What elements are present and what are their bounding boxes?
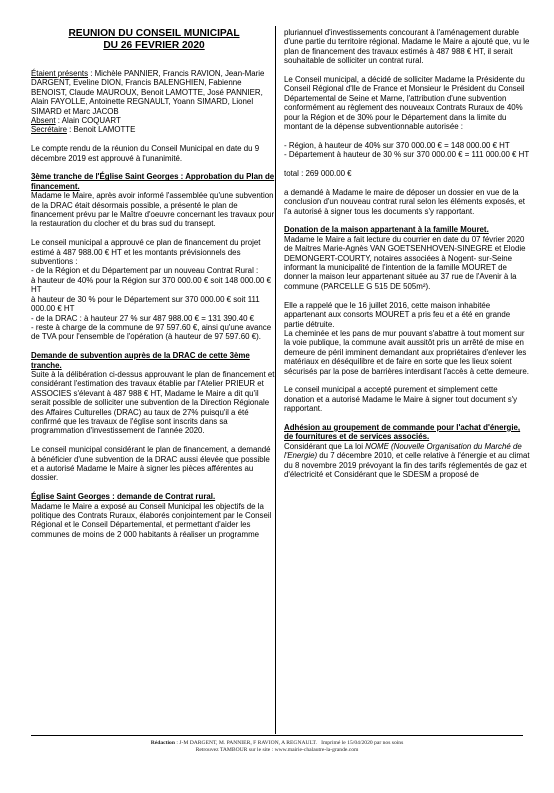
financing-item-1: - de la Région et du Département par un nouveau Contrat Rural : bbox=[31, 266, 259, 276]
absent-label: Absent bbox=[31, 116, 56, 126]
drac-request-decision: Le conseil municipal considérant le plan de financement, a demandé à bénéficier d'une subvention de la DRAC aussi élevée que possible et a autorisé Madame le Maire à signer les pièces afférentes au dossier. bbox=[31, 445, 271, 483]
redaction-text: : J-M DARGENT, M. PANNIER, F RAVION, A REGNAULT. bbox=[174, 740, 317, 746]
left-column bbox=[31, 28, 277, 539]
secretary-label: Secrétaire bbox=[31, 125, 67, 135]
secretary-name: : Benoit LAMOTTE bbox=[66, 125, 136, 135]
rural-contract-decision: Le Conseil municipal, a décidé de solliciter Madame la Présidente du Conseil Régional d'Ile de France et Monsieur le Président du Conseil Départemental de Seine et Marne, l'attribution d'une subvention conformément au règlement des nouveaux Contrats Ruraux de 40% pour la Région et de 30% pour le Département dans la limite du montant de la dépense subventionnable autorisée : bbox=[284, 75, 525, 132]
present-names: : Michèle PANNIER, Francis RAVION, Jean-Marie DARGENT, Eveline DION, Francis BALENGHIEN, Fabienne BENOIST, Claude MAUROUX, Benoit LAMOTTE, José PANNIER, Alain FAYOLLE, Antoinette REGNAULT, Yoann SIMARD, Lionel SIMARD et Marc JACOB bbox=[31, 69, 265, 116]
rural-contract-body: Madame le Maire a exposé au Conseil Municipal les objectifs de la politique des Contrats Ruraux, élaborés conjointement par le Conseil Régional et le Conseil Départemental, et permettant d'aider les communes de moins de 2 000 habitants à réaliser un programme bbox=[31, 501, 272, 539]
mouret-donation-decision: Le conseil municipal a accepté purement et simplement cette donation et a autorisé Madame le Maire à signer tout document s'y rapportant. bbox=[284, 385, 518, 414]
footer-credits bbox=[0, 740, 554, 747]
rural-contract-total: total : 269 000.00 € bbox=[284, 169, 352, 179]
present-label: Étaient présents bbox=[31, 69, 89, 78]
section-title-mouret-donation: Donation de la maison appartenant à la famille Mouret. bbox=[284, 225, 489, 235]
section-title-rural-contract: Église Saint Georges : demande de Contrat rural. bbox=[31, 492, 216, 502]
title-line-1: REUNION DU CONSEIL MUNICIPAL bbox=[68, 28, 240, 39]
financing-item-2: à hauteur de 40% pour la Région sur 370 000.00 € soit 148 000.00 € HT bbox=[31, 275, 271, 295]
redaction-label: Rédaction bbox=[150, 740, 175, 746]
energy-law-name: NOME (Nouvelle Organisation du Marché de l'Energie) bbox=[284, 441, 522, 461]
rural-contract-department: - Département à hauteur de 30 % sur 370 000.00 € = 111 000.00 € HT bbox=[284, 150, 530, 160]
mouret-donation-peril: La cheminée et les pans de mur pouvant s'abattre à tout moment sur la voie publique, la commune avait aussitôt pris un arrêté de mise en demeure de péril imminent demandant aux propriétaires d'enlever les matériaux en déséquilibre et de faire en sorte que les lieux soient sécurisés par la pose de barrières interdisant l'accès à cette demeure. bbox=[284, 328, 529, 376]
attendance bbox=[31, 69, 277, 116]
title-line-2: DU 26 FEVRIER 2020 bbox=[103, 40, 205, 51]
mouret-donation-letter: Madame le Maire a fait lecture du courrier en date du 07 février 2020 de Maitres Marie-Agnès VAN GOETSENHOVEN-SINEGRE et Elodie DEMONGERT-COURTY, notaires associées à Nogent- sur-Seine informant la municipalité de l'intention de la famille MOURET de donner la maison leur appartenant située au 37 rue de l'Avenir à la commune (PARCELLE G 515 DE 505m²). bbox=[284, 234, 526, 291]
energy-text-a: Considérant que La loi bbox=[284, 441, 366, 451]
absent-names: : Alain COQUART bbox=[55, 116, 121, 126]
footer-website: Retrouvez TAMBOUR sur le site : www.mairie-chalautre-la-grande.com bbox=[195, 747, 359, 753]
financing-item-5: - reste à charge de la commune de 97 597.60 €, ainsi qu'une avance de TVA pour l'ensemble de l'opération (à hauteur de 97 597.60 €). bbox=[31, 322, 272, 342]
drac-request-body: Suite à la délibération ci-dessus approuvant le plan de financement et considérant l'estimation des travaux établie par l'Atelier PRIEUR et ASSOCIES s'élevant à 487 988 € HT, Madame le Maire a dit qu'il serait possible de solliciter une subvention de la Direction Régionale des Affaires Culturelles (DRAC) au taux de 27% puisqu'il a été confirmé que les travaux de l'église sont inscrits dans sa programmation d'investissement de l'année 2020. bbox=[31, 369, 275, 436]
footer-rule bbox=[31, 735, 523, 736]
column-divider bbox=[275, 26, 276, 734]
financing-item-4: - de la DRAC : à hauteur 27 % sur 487 988.00 € = 131 390.40 € bbox=[31, 313, 255, 323]
section-title-church-financing: 3ème tranche de l'Église Saint Georges : Approbation du Plan de financement. bbox=[31, 172, 275, 191]
minutes-approval: Le compte rendu de la réunion du Conseil Municipal en date du 9 décembre 2019 est approuvé à l'unanimité. bbox=[31, 144, 260, 163]
energy-text-b: du 7 décembre 2010, et celle relative à l'énergie et au climat du 8 novembre 2019 prévoyant la fin des tarifs réglementés de gaz et d'électricité et Considérant que le SDESM a proposé de bbox=[284, 451, 530, 479]
absent-line bbox=[31, 116, 277, 125]
section-title-energy-group: Adhésion au groupement de commande pour l'achat d'énergie, de fournitures et de services associés. bbox=[284, 422, 521, 442]
church-financing-approval: Le conseil municipal a approuvé ce plan de financement du projet estimé à 487 988.00 € HT et les montants prévisionnels des subventions : bbox=[31, 238, 261, 267]
print-date: Imprimé le 15/04/2020 par nos soins bbox=[321, 740, 404, 746]
energy-group-body bbox=[284, 442, 530, 480]
section-title-drac-request: Demande de subvention auprès de la DRAC de cette 3ème tranche. bbox=[31, 351, 250, 370]
mouret-donation-fire: Elle a rappelé que le 16 juillet 2016, cette maison inhabitée appartenant aux consorts MOURET a pris feu et a été en grande partie détruite. bbox=[284, 300, 511, 329]
church-financing-intro: Madame le Maire, après avoir informé l'assemblée qu'une subvention de la DRAC était désormais possible, a présenté le plan de financement prévu par le Maître d'oeuvre concernant les travaux pour la restauration du clocher et du bras sud du transept. bbox=[31, 191, 275, 229]
right-column bbox=[284, 28, 530, 479]
secretary-line bbox=[31, 125, 277, 134]
financing-item-3: à hauteur de 30 % pour le Département sur 370 000.00 € soit 111 000.00 € HT bbox=[31, 294, 260, 314]
rural-contract-region: - Région, à hauteur de 40% sur 370 000.00 € = 148 000.00 € HT bbox=[284, 140, 510, 150]
rural-contract-authorization: a demandé à Madame le maire de déposer un dossier en vue de la conclusion d'un nouveau contrat rural selon les éléments exposés, et l'a autorisé à signer tous les documents s'y rapportant. bbox=[284, 187, 525, 216]
rural-contract-continued: pluriannuel d'investissements concourant à l'aménagement durable d'une partie du territoire régional. Madame le Maire a ajouté que, vu le plan de financement des travaux estimés à 487 988 € HT, il serait souhaitable de solliciter un contrat rural. bbox=[284, 28, 530, 66]
